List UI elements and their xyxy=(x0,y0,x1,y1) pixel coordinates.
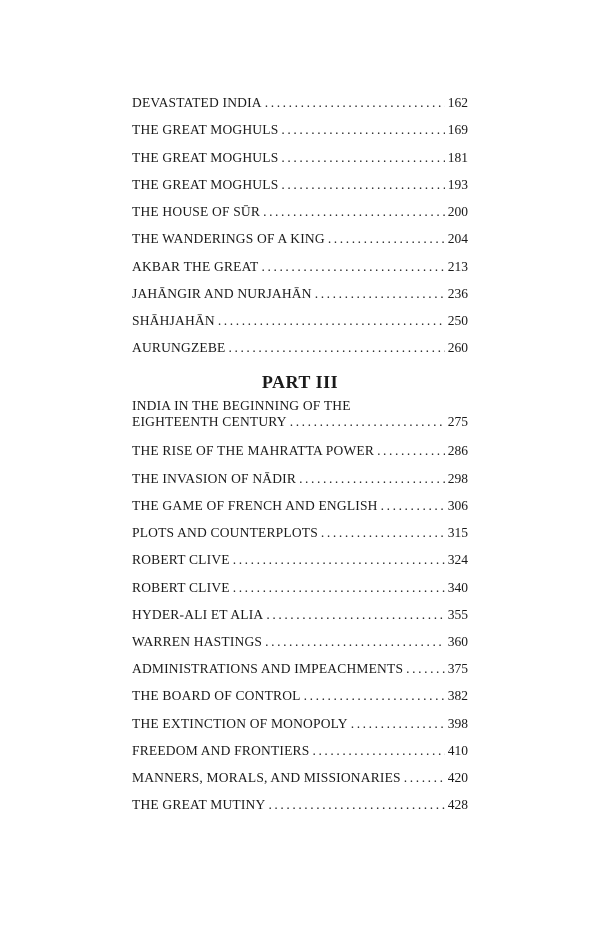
entry-title: AURUNGZEBE xyxy=(132,340,226,355)
entry-title-line1: INDIA IN THE BEGINNING OF THE xyxy=(132,398,351,413)
entry-title: PLOTS AND COUNTERPLOTS xyxy=(132,525,318,540)
entry-page-number: 375 xyxy=(447,661,468,676)
entry-title: AKBAR THE GREAT xyxy=(132,259,259,274)
dot-leader xyxy=(229,340,445,356)
dot-leader xyxy=(406,661,445,677)
entry-page-number: 360 xyxy=(447,634,468,649)
entry-page-number: 428 xyxy=(447,797,468,812)
dot-leader xyxy=(281,177,444,193)
dot-leader xyxy=(266,607,444,623)
dot-leader xyxy=(281,122,444,138)
entry-page-number: 355 xyxy=(447,607,468,622)
entry-page-number: 298 xyxy=(447,471,468,486)
toc-entry[interactable] xyxy=(132,286,468,302)
entry-title: THE GREAT MOGHULS xyxy=(132,177,279,192)
toc-entry[interactable] xyxy=(132,634,468,650)
entry-title: THE RISE OF THE MAHRATTA POWER xyxy=(132,443,375,458)
entry-title: DEVASTATED INDIA xyxy=(132,95,262,110)
toc-entry[interactable] xyxy=(132,525,468,541)
dot-leader xyxy=(265,634,445,650)
entry-page-number: 200 xyxy=(447,204,468,219)
entry-title: FREEDOM AND FRONTIERS xyxy=(132,743,310,758)
entry-page-number: 420 xyxy=(447,770,468,785)
dot-leader xyxy=(312,743,444,759)
toc-entry[interactable] xyxy=(132,177,468,193)
entry-title: THE WANDERINGS OF A KING xyxy=(132,231,325,246)
entry-title: ADMINISTRATIONS AND IMPEACHMENTS xyxy=(132,661,404,676)
dot-leader xyxy=(262,259,445,275)
entry-page-number: 275 xyxy=(447,414,468,429)
entry-page-number: 260 xyxy=(447,340,468,355)
entry-title: THE BOARD OF CONTROL xyxy=(132,688,301,703)
toc-entry[interactable] xyxy=(132,443,468,459)
dot-leader xyxy=(299,471,445,487)
entry-page-number: 181 xyxy=(447,150,468,165)
entry-page-number: 193 xyxy=(447,177,468,192)
entry-page-number: 382 xyxy=(447,688,468,703)
entry-page-number: 306 xyxy=(447,498,468,513)
toc-entry[interactable] xyxy=(132,552,468,568)
dot-leader xyxy=(377,443,445,459)
entry-title: THE INVASION OF NĀDIR xyxy=(132,471,297,486)
dot-leader xyxy=(321,525,445,541)
toc-entry[interactable] xyxy=(132,398,468,430)
entry-title: THE GREAT MUTINY xyxy=(132,797,266,812)
dot-leader xyxy=(218,313,445,329)
toc-entry[interactable] xyxy=(132,797,468,813)
dot-leader xyxy=(268,797,444,813)
part-heading: PART III xyxy=(261,372,339,392)
dot-leader xyxy=(290,414,445,430)
entry-title-line2: EIGHTEENTH CENTURY xyxy=(132,414,287,429)
entry-page-number: 250 xyxy=(447,313,468,328)
toc-entry[interactable] xyxy=(132,770,468,786)
entry-page-number: 286 xyxy=(447,443,468,458)
dot-leader xyxy=(315,286,445,302)
toc-entry[interactable] xyxy=(132,150,468,166)
entry-title: THE GAME OF FRENCH AND ENGLISH xyxy=(132,498,378,513)
entry-page-number: 324 xyxy=(447,552,468,567)
toc-entry[interactable] xyxy=(132,580,468,596)
entry-page-number: 162 xyxy=(447,95,468,110)
entry-title: THE GREAT MOGHULS xyxy=(132,150,279,165)
toc-entry[interactable] xyxy=(132,122,468,138)
toc-entry[interactable] xyxy=(132,313,468,329)
entry-page-number: 315 xyxy=(447,525,468,540)
entry-title: MANNERS, MORALS, AND MISSIONARIES xyxy=(132,770,401,785)
toc-entry[interactable] xyxy=(132,340,468,356)
entry-title: THE HOUSE OF SŪR xyxy=(132,204,261,219)
dot-leader xyxy=(404,770,445,786)
dot-leader xyxy=(381,498,445,514)
dot-leader xyxy=(233,580,445,596)
toc-entry[interactable] xyxy=(132,259,468,275)
toc-entry[interactable] xyxy=(132,231,468,247)
dot-leader xyxy=(328,231,445,247)
dot-leader xyxy=(281,150,444,166)
dot-leader xyxy=(351,716,445,732)
entry-title: ROBERT CLIVE xyxy=(132,552,230,567)
dot-leader xyxy=(304,688,445,704)
dot-leader xyxy=(263,204,445,220)
toc-entry[interactable] xyxy=(132,716,468,732)
toc-entry[interactable] xyxy=(132,688,468,704)
toc-entry[interactable] xyxy=(132,204,468,220)
entry-title: ROBERT CLIVE xyxy=(132,580,230,595)
entry-title: JAHĀNGIR AND NURJAHĀN xyxy=(132,286,312,301)
entry-title: WARREN HASTINGS xyxy=(132,634,263,649)
entry-page-number: 398 xyxy=(447,716,468,731)
toc-entry[interactable] xyxy=(132,498,468,514)
toc-entry[interactable] xyxy=(132,661,468,677)
entry-title: HYDER-ALI ET ALIA xyxy=(132,607,264,622)
dot-leader xyxy=(265,95,445,111)
entry-title: THE EXTINCTION OF MONOPOLY xyxy=(132,716,348,731)
entry-page-number: 213 xyxy=(447,259,468,274)
entry-page-number: 340 xyxy=(447,580,468,595)
entry-title: SHĀHJAHĀN xyxy=(132,313,215,328)
toc-entry[interactable] xyxy=(132,743,468,759)
entry-page-number: 204 xyxy=(447,231,468,246)
toc-entry[interactable] xyxy=(132,95,468,111)
entry-page-number: 236 xyxy=(447,286,468,301)
entry-page-number: 410 xyxy=(447,743,468,758)
dot-leader xyxy=(233,552,445,568)
entry-title: THE GREAT MOGHULS xyxy=(132,122,279,137)
toc-entry[interactable] xyxy=(132,471,468,487)
entry-page-number: 169 xyxy=(447,122,468,137)
toc-entry[interactable] xyxy=(132,607,468,623)
